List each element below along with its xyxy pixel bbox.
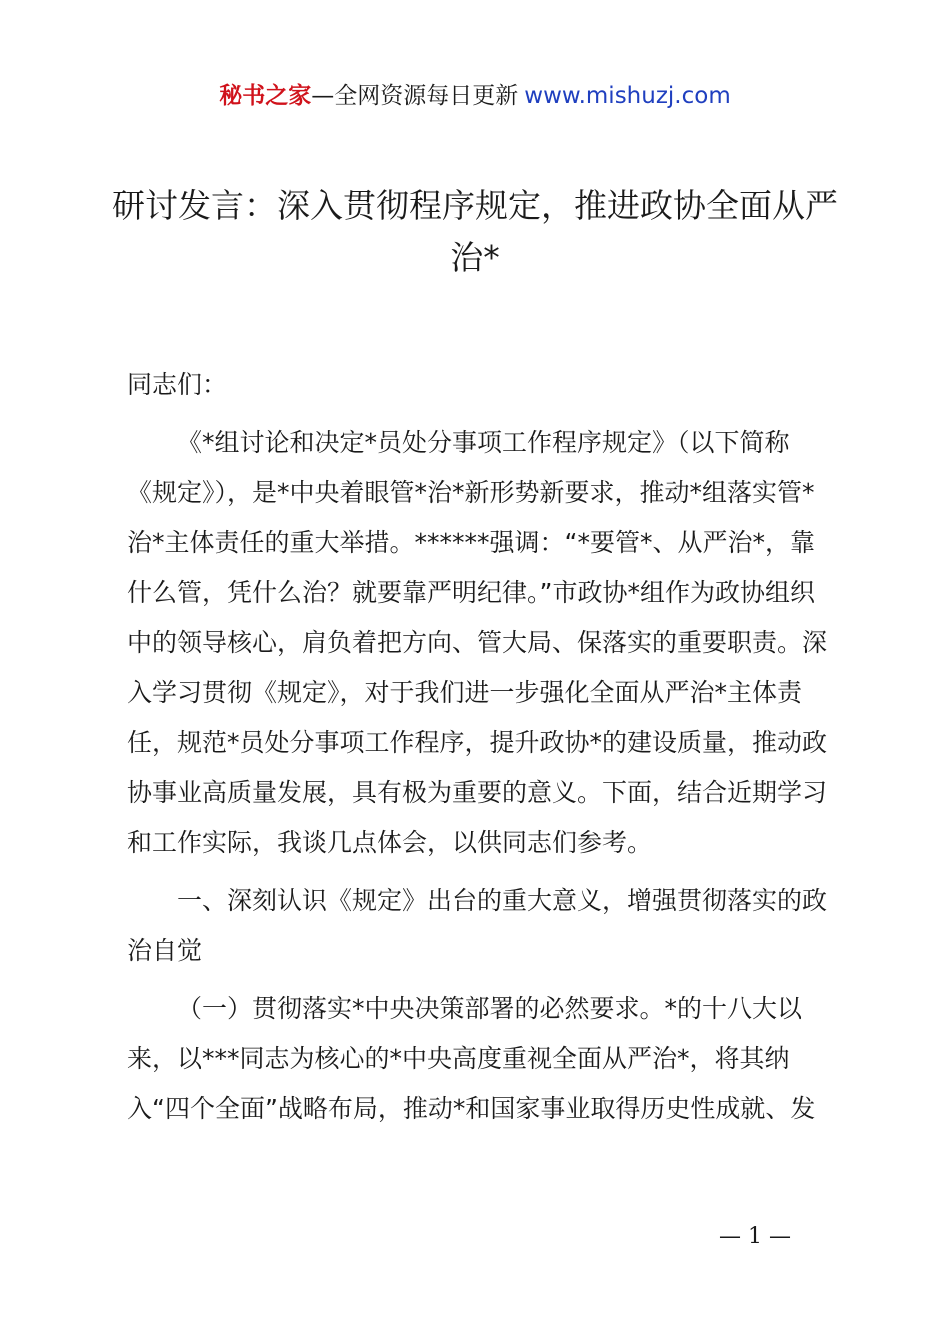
paragraph-subsection-1: （一）贯彻落实*中央决策部署的必然要求。*的十八大以来，以***同志为核心的*中央高度重视全面从严治*，将其纳入“四个全面”战略布局，推动*和国家事业取得历史性成就、发 — [127, 994, 816, 1123]
site-url-link[interactable]: www.mishuzj.com — [524, 83, 731, 109]
site-header — [0, 80, 950, 112]
section-heading-1: 一、深刻认识《规定》出台的重大意义，增强贯彻落实的政治自觉 — [127, 886, 828, 965]
page-number: — 1 — — [719, 1224, 791, 1249]
site-brand: 秘书之家 — [219, 83, 312, 109]
document-body — [127, 360, 837, 1142]
document-title: 研讨发言：深入贯彻程序规定，推进政协全面从严治* — [112, 186, 838, 277]
salutation: 同志们： — [127, 370, 228, 399]
site-tagline: —全网资源每日更新 — [311, 83, 519, 109]
paragraph-intro: 《*组讨论和决定*员处分事项工作程序规定》（以下简称《规定》），是*中央着眼管*治*新形势新要求，推动*组落实管*治*主体责任的重大举措。******强调：“*要管*、从严治*，靠什么管，凭什么治？就要靠严明纪律。”市政协*组作为政协组织中的领导核心，肩负着把方向、管大局、保落实的重要职责。深入学习贯彻《规定》，对于我们进一步强化全面从严治*主体责任，规范*员处分事项工作程序，提升政协*的建设质量，推动政协事业高质量发展，具有极为重要的意义。下面，结合近期学习和工作实际，我谈几点体会，以供同志们参考。 — [127, 428, 828, 857]
